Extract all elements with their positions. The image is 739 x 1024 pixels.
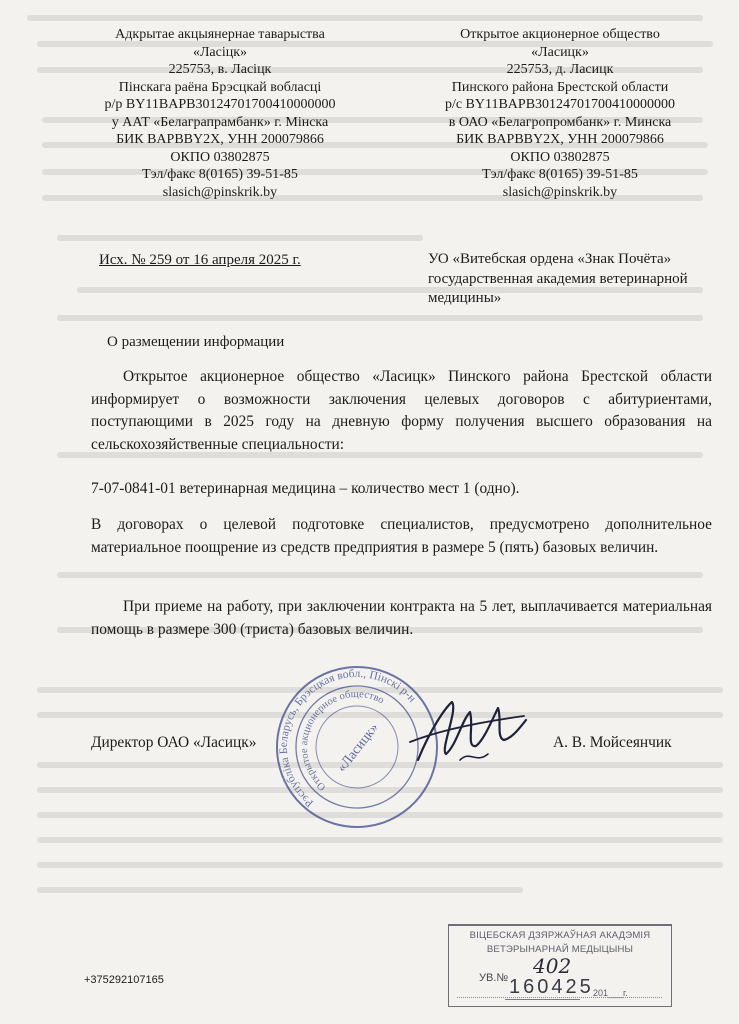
outgoing-reference: Исх. № 259 от 16 апреля 2025 г. bbox=[99, 252, 301, 268]
sender-header-russian bbox=[410, 26, 710, 201]
header-line: ОКПО 03802875 bbox=[510, 149, 610, 165]
registration-number: 160425 bbox=[509, 976, 594, 998]
registration-stamp-line1: ВІЦЕБСКАЯ ДЗЯРЖАЎНАЯ АКАДЭМІЯ bbox=[469, 930, 651, 941]
header-line: р/р BY11BAPB30124701700410000000 bbox=[104, 97, 336, 112]
body-paragraph-specialty: 7-07-0841-01 ветеринарная медицина – количество мест 1 (одно). bbox=[91, 480, 520, 497]
body-paragraph-incentive: В договорах о целевой подготовке специалистов, предусмотрено дополнительное материальное поощрение из средств предприятия в размере 5 (пять) базовых величин. bbox=[91, 516, 712, 556]
sender-header-belarusian bbox=[70, 26, 370, 201]
signatory-position: Директор ОАО «Ласицк» bbox=[91, 734, 257, 751]
registration-handwritten-mark: 402 bbox=[533, 954, 572, 978]
seal-outer-text: Рэспубліка Беларусь, Брэсцкая вобл., Пінскі р-н bbox=[277, 667, 419, 810]
header-line: Пинского района Брестской области bbox=[451, 79, 669, 95]
header-line: р/с BY11BAPB30124701700410000000 bbox=[444, 97, 676, 112]
header-line: Пінскага раёна Брэсцкай вобласці bbox=[118, 79, 322, 95]
signatory-name: А. В. Мойсеянчик bbox=[553, 734, 672, 751]
registration-stamp-line2: ВЕТЭРЫНАРНАЙ МЕДЫЦЫНЫ bbox=[486, 944, 634, 955]
handwritten-signature bbox=[400, 690, 530, 780]
body-paragraph-assistance: При приеме на работу, при заключении контракта на 5 лет, выплачивается материальная помощь в размере 300 (триста) базовых величин. bbox=[91, 598, 712, 638]
header-line: Адкрытае акцыянернае таварыства bbox=[115, 27, 325, 42]
header-line: Тэл/факс 8(0165) 39-51-85 bbox=[142, 167, 298, 182]
header-line: ОКПО 03802875 bbox=[170, 149, 270, 165]
contact-phone: +375292107165 bbox=[84, 974, 164, 986]
seal-inner-text: Открытое акционерное общество bbox=[298, 688, 386, 793]
header-line: «Ласицк» bbox=[531, 44, 589, 60]
header-line: у ААТ «Белаграпрамбанк» г. Мінска bbox=[111, 114, 329, 130]
body-paragraph-intro: Открытое акционерное общество «Ласицк» Пинского района Брестской области информирует о возможности заключения целевых договоров с абитуриентами, поступающими в 2025 году на дневную форму получения высшего образования на сельскохозяйственные специальности: bbox=[91, 368, 712, 453]
header-line: Тэл/факс 8(0165) 39-51-85 bbox=[482, 167, 638, 182]
registration-underline bbox=[505, 999, 580, 1000]
registration-year: 201___г. bbox=[593, 988, 628, 998]
header-line: Открытое акционерное общество bbox=[460, 27, 660, 42]
header-email: slasich@pinskrik.by bbox=[162, 184, 278, 200]
header-line: 225753, в. Ласіцк bbox=[168, 62, 272, 77]
registration-stamp bbox=[448, 924, 672, 1007]
registration-label: УВ.№ bbox=[479, 972, 509, 984]
header-line: «Ласіцк» bbox=[192, 44, 248, 60]
header-line: БИК BAPBBY2X, УНН 200079866 bbox=[116, 132, 324, 147]
header-email: slasich@pinskrik.by bbox=[502, 184, 618, 200]
letter-subject: О размещении информации bbox=[107, 334, 285, 350]
header-line: БИК BAPBBY2X, УНН 200079866 bbox=[456, 132, 664, 147]
header-line: 225753, д. Ласицк bbox=[506, 62, 614, 77]
addressee: УО «Витебская ордена «Знак Почёта» государственная академия ветеринарной медицины» bbox=[428, 251, 688, 306]
header-line: в ОАО «Белагропромбанк» г. Минска bbox=[448, 114, 672, 130]
registration-dotted-line bbox=[457, 997, 662, 998]
seal-center-text: «Ласицк» bbox=[334, 720, 382, 776]
